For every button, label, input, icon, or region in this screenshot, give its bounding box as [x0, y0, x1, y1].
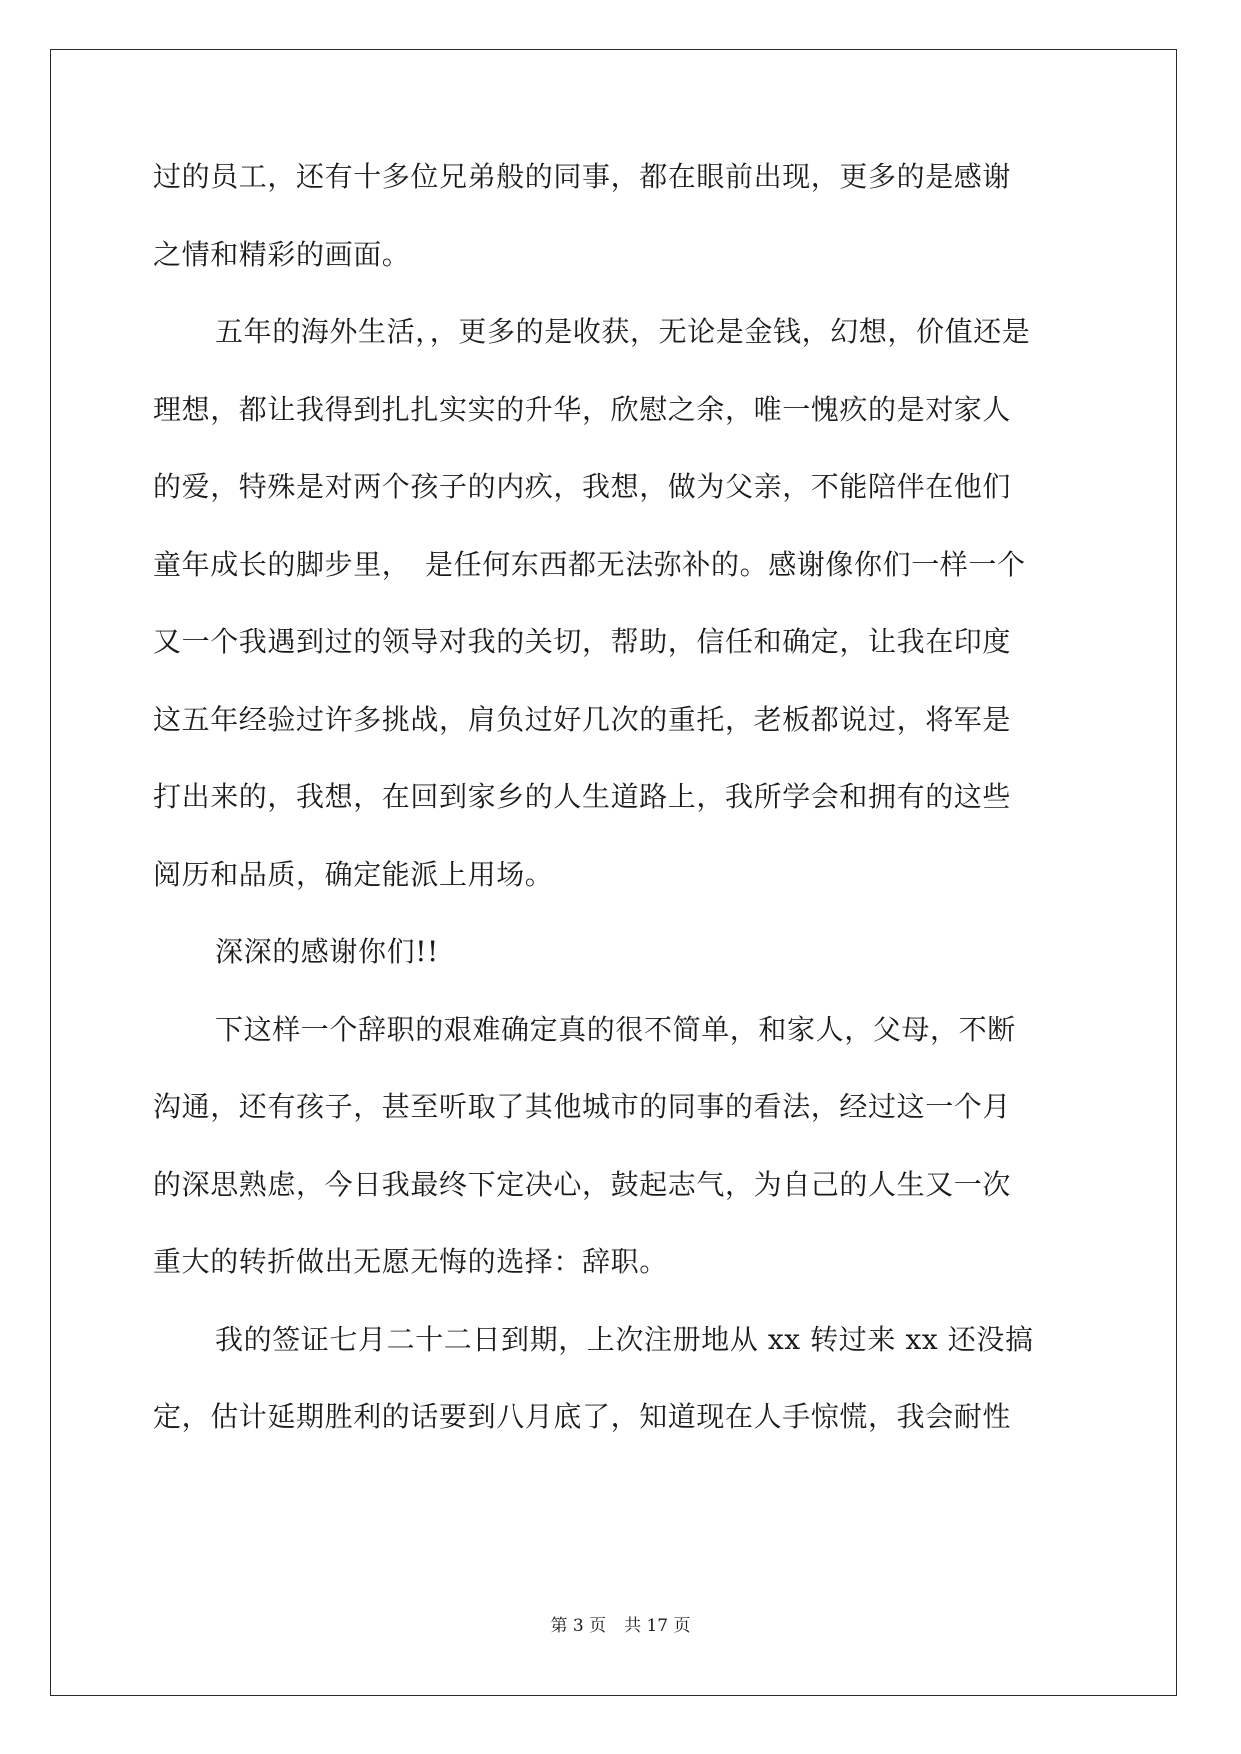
text-line: 重大的转折做出无愿无悔的选择：辞职。: [153, 1245, 668, 1278]
text-line: 之情和精彩的画面。: [153, 237, 411, 271]
text-line: 打出来的，我想，在回到家乡的人生道路上，我所学会和拥有的这些: [153, 780, 1012, 813]
text-line: 过的员工，还有十多位兄弟般的同事，都在眼前出现，更多的是感谢: [153, 160, 1012, 193]
text-line: 下这样一个辞职的艰难确定真的很不简单，和家人，父母，不断: [215, 1012, 1016, 1046]
text-line: 我的签证七月二十二日到期，上次注册地从 xx 转过来 xx 还没搞: [215, 1322, 1034, 1356]
text-line: 又一个我遇到过的领导对我的关切，帮助，信任和确定，让我在印度: [153, 625, 1012, 658]
page-number: 第 3 页: [550, 1616, 607, 1636]
page-footer: [0, 1611, 1241, 1636]
text-line: 五年的海外生活，，更多的是收获，无论是金钱，幻想，价值还是: [215, 315, 1031, 348]
document-body: [153, 160, 1083, 1478]
page-total: 共 17 页: [624, 1616, 691, 1636]
text-line: 阅历和品质，确定能派上用场。: [153, 857, 554, 891]
text-line: 定，估计延期胜利的话要到八月底了，知道现在人手惊慌，我会耐性: [153, 1400, 1012, 1433]
text-line: 这五年经验过许多挑战，肩负过好几次的重托，老板都说过，将军是: [153, 702, 1012, 736]
text-line: 的深思熟虑，今日我最终下定决心，鼓起志气，为自己的人生又一次: [153, 1167, 1012, 1201]
text-line: 深深的感谢你们!!: [215, 935, 439, 968]
text-line: 沟通，还有孩子，甚至听取了其他城市的同事的看法，经过这一个月: [153, 1090, 1012, 1123]
text-line: 理想，都让我得到扎扎实实的升华，欣慰之余，唯一愧疚的是对家人: [153, 392, 1012, 426]
text-line: 的爱，特殊是对两个孩子的内疚，我想，做为父亲，不能陪伴在他们: [153, 470, 1012, 503]
text-line: 童年成长的脚步里， 是任何东西都无法弥补的。感谢像你们一样一个: [153, 547, 1026, 581]
